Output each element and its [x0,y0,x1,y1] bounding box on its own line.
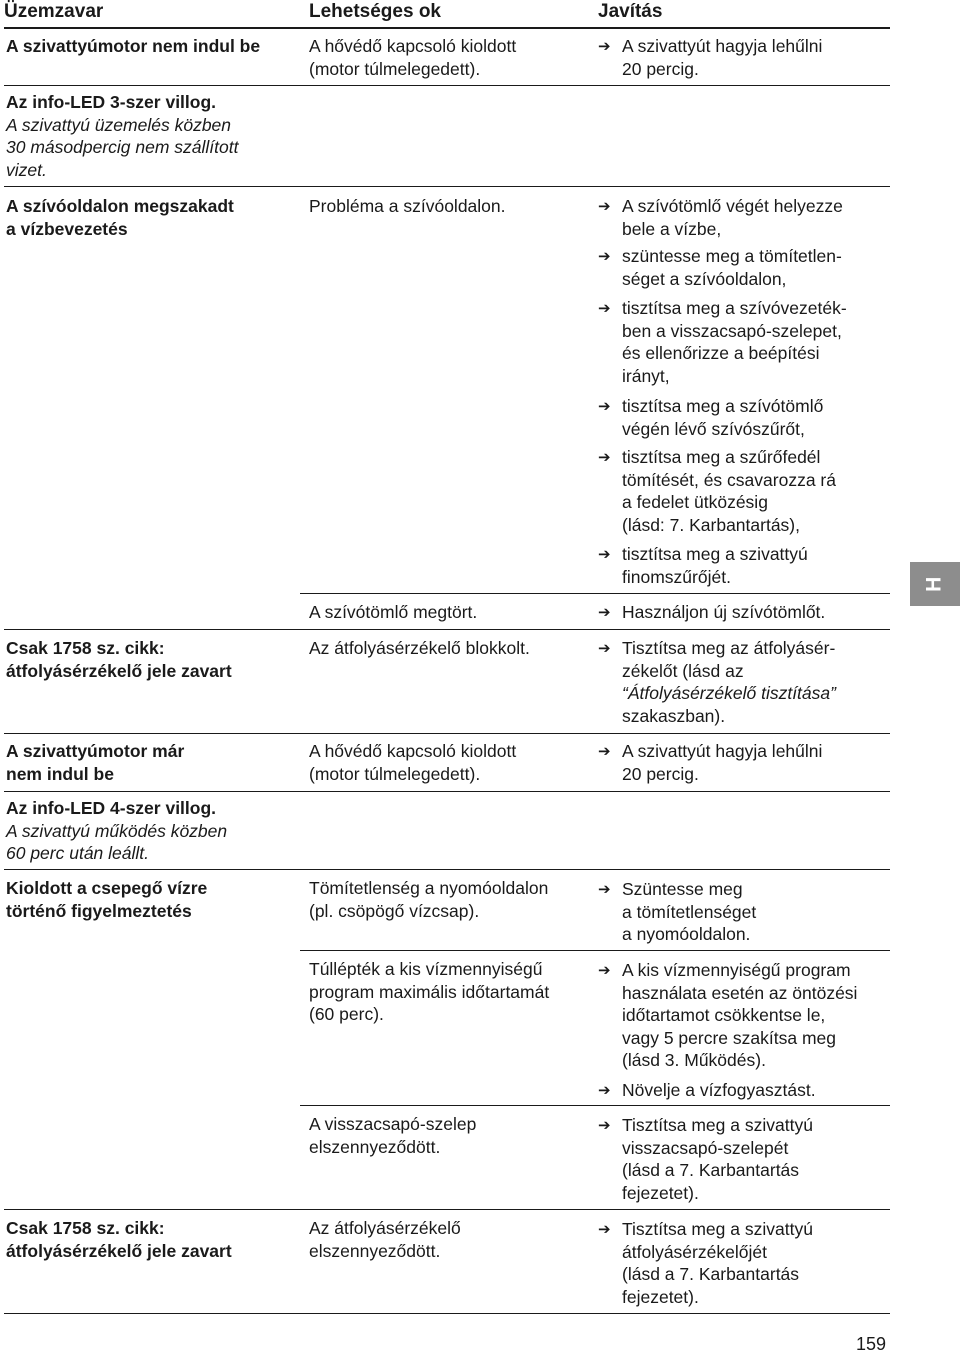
arrow-icon: ➔ [598,604,611,621]
arrow-icon: ➔ [598,248,611,265]
arrow-icon: ➔ [598,449,611,466]
fix-1: A szivattyút hagyja lehűlni 20 percig. [622,36,823,79]
arrow-icon: ➔ [598,881,611,898]
row-divider [4,791,890,792]
arrow-icon: ➔ [598,38,611,55]
cause-3: Az átfolyásérzékelő blokkolt. [309,638,530,658]
row-divider [4,869,890,870]
fix-2-step-1: A szívótömlő végét helyezze bele a vízbe, [622,196,843,239]
fault-1: A szivattyúmotor nem indul be [6,36,261,56]
header-fault: Üzemzavar [4,1,104,22]
row-divider [300,950,890,951]
fix-5c: Növelje a vízfogyasztást. [622,1080,816,1100]
fault-2: A szívóoldalon megszakadt a vízbevezetés [6,196,234,239]
fix-6: Tisztítsa meg a szivattyú átfolyásérzékelőjét (lásd a 7. Karbantartás fejezetet). [622,1219,813,1307]
fault-4: A szivattyúmotor már nem indul be [6,741,185,784]
cause-1: A hővédő kapcsoló kioldott (motor túlmelegedett). [309,36,517,79]
fault-1-note: Az info-LED 3-szer villog. A szivattyú üzemelés közben 30 másodpercig nem szállított vizet. [6,92,239,180]
arrow-icon: ➔ [598,546,611,563]
row-divider [4,629,890,630]
cause-5a: Tömítetlenség a nyomóoldalon (pl. csöpögő vízcsap). [309,878,549,921]
arrow-icon: ➔ [598,640,611,657]
fix-5b: A kis vízmennyiségű program használata esetén az öntözési időtartamot csökkentse le, vagy 5 percre szakítsa meg (lásd 3. Működés). [622,960,858,1071]
fix-5a: Szüntesse meg a tömítetlenséget a nyomóoldalon. [622,879,757,945]
arrow-icon: ➔ [598,962,611,979]
row-divider [4,1313,890,1314]
arrow-icon: ➔ [598,198,611,215]
header-rule [4,27,890,29]
row-divider [4,1209,890,1210]
fix-2-step-2: szüntesse meg a tömítetlen- séget a szívóoldalon, [622,246,842,289]
fix-2-step-3: tisztítsa meg a szívóvezeték- ben a visszacsapó-szelepet, és ellenőrizze a beépítési irányt, [622,298,847,386]
arrow-icon: ➔ [598,743,611,760]
arrow-icon: ➔ [598,1082,611,1099]
cause-5b: Túllépték a kis vízmennyiségű program maximális időtartamát (60 perc). [309,959,550,1025]
arrow-icon: ➔ [598,1221,611,1238]
arrow-icon: ➔ [598,300,611,317]
fault-3: Csak 1758 sz. cikk: átfolyásérzékelő jele zavart [6,638,232,681]
cause-6: Az átfolyásérzékelő elszennyeződött. [309,1218,461,1261]
cause-5c: A visszacsapó-szelep elszennyeződött. [309,1114,477,1157]
fix-4: A szivattyút hagyja lehűlni 20 percig. [622,741,823,784]
fault-4-note: Az info-LED 4-szer villog. A szivattyú működés közben 60 perc után leállt. [6,798,228,864]
row-divider [4,186,890,187]
arrow-icon: ➔ [598,1117,611,1134]
header-fix: Javítás [598,1,663,22]
cause-2: Probléma a szívóoldalon. [309,196,506,216]
cause-4: A hővédő kapcsoló kioldott (motor túlmelegedett). [309,741,517,784]
fix-2-step-5: tisztítsa meg a szűrőfedél tömítését, és csavarozza rá a fedelet ütközésig (lásd: 7. Karbantartás), [622,447,836,535]
fix-2-step-6: tisztítsa meg a szivattyú finomszűrőjét. [622,544,808,587]
row-divider [4,85,890,86]
row-divider [300,1105,890,1106]
fault-5: Kioldott a csepegő vízre történő figyelmeztetés [6,878,208,921]
fix-3: Tisztítsa meg az átfolyásér- zékelőt (lásd az “Átfolyásérzékelő tisztítása” szakaszban). [622,638,836,726]
section-tab-label: H [922,576,946,592]
fault-6: Csak 1758 sz. cikk: átfolyásérzékelő jele zavart [6,1218,232,1261]
cause-2b: A szívótömlő megtört. [309,602,478,622]
row-divider [300,593,890,594]
fix-2-step-4: tisztítsa meg a szívótömlő végén lévő szívószűrőt, [622,396,824,439]
arrow-icon: ➔ [598,398,611,415]
page-number: 159 [856,1334,887,1354]
fix-2b: Használjon új szívótömlőt. [622,602,826,622]
header-cause: Lehetséges ok [309,1,441,22]
row-divider [4,733,890,734]
section-tab [910,562,960,606]
fix-5d: Tisztítsa meg a szivattyú visszacsapó-szelepét (lásd a 7. Karbantartás fejezetet). [622,1115,813,1203]
